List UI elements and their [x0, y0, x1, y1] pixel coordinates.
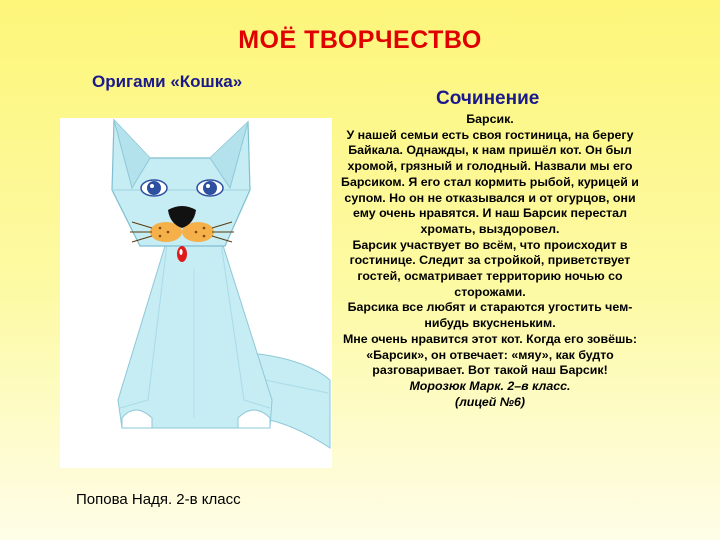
essay-heading: Сочинение — [436, 88, 540, 109]
essay-paragraph: Мне очень нравится этот кот. Когда его зовёшь: «Барсик», он отвечает: «мяу», как будто разговаривает. Вот такой наш Барсик! — [342, 331, 638, 378]
essay-paragraph: Барсик участвует во всём, что происходит в гостинице. Следит за стройкой, приветствует гостей, осматривает территорию ночью со сторожами. — [349, 237, 631, 299]
origami-author: Попова Надя. 2-в класс — [76, 491, 241, 508]
essay-school: (лицей №6) — [454, 394, 526, 409]
cat-eye-right — [197, 180, 223, 196]
essay-signature: Морозюк Марк. 2–в класс. — [409, 378, 571, 393]
origami-cat-illustration — [60, 118, 332, 468]
cat-eye-left — [141, 180, 167, 196]
essay-paragraph: У нашей семьи есть своя гостиница, на берегу Байкала. Однажды, к нам пришёл кот. Он был хромой, грязный и голодный. Назвали мы его Барсиком. Я его стал кормить рыбой, курицей и супом. Но он не отказывался и от огурцов, они ему очень нравятся. И наш Барсик перестал хромать, выздоровел. — [341, 127, 639, 236]
essay-text — [338, 112, 642, 410]
essay-paragraph: Барсик. — [466, 112, 514, 126]
origami-cat-photo — [60, 118, 332, 468]
page-title: МОЁ ТВОРЧЕСТВО — [238, 26, 482, 54]
cat-body — [118, 236, 272, 428]
essay-paragraph: Барсика все любят и стараются угостить чем-нибудь вкусненьким. — [347, 300, 633, 331]
origami-title: Оригами «Кошка» — [92, 72, 243, 91]
